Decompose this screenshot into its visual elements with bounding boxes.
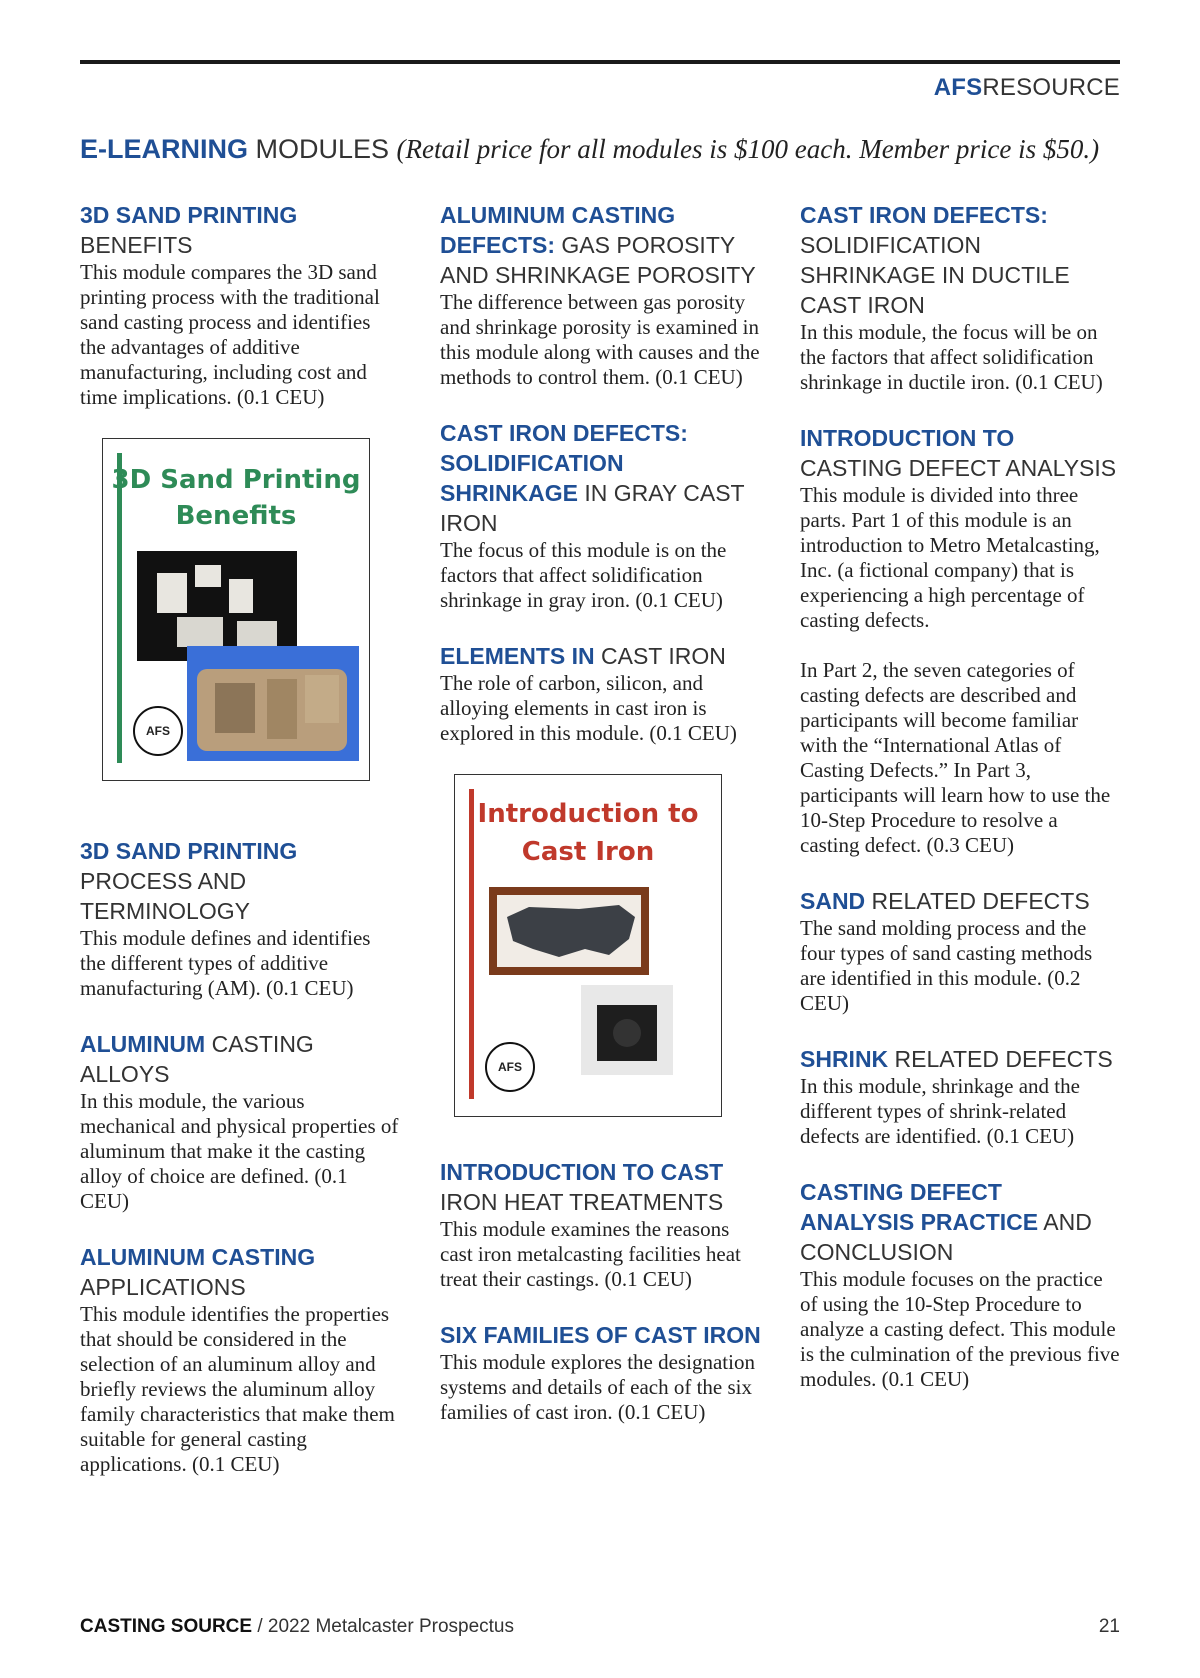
module-description: This module is divided into three parts. Part 1 of this module is an introduction to Metro Metalcasting, Inc. (a fictional company) that is experiencing a high percentage of casting defects. <box>800 483 1100 632</box>
module-title: INTRODUCTION TO CAST IRON HEAT TREATMENTS <box>440 1159 724 1215</box>
module-description: The difference between gas porosity and shrinkage porosity is examined in this module along with causes and the methods to control them. (0.1 CEU) <box>440 290 760 389</box>
column-3 <box>800 200 1120 1420</box>
module-aluminum-casting-defects <box>440 200 762 390</box>
cover-title-line2: Benefits <box>175 501 297 531</box>
module-sand-related-defects <box>800 886 1120 1016</box>
module-description: The focus of this module is on the factors that affect solidification shrinkage in gray iron. (0.1 CEU) <box>440 538 727 612</box>
module-cast-iron-defects-ductile <box>800 200 1120 395</box>
header-rule <box>80 60 1120 64</box>
module-description: This module defines and identifies the different types of additive manufacturing (AM). (0.1 CEU) <box>80 926 371 1000</box>
cover-title-line2: Cast Iron <box>521 837 655 867</box>
module-title: 3D SAND PRINTING BENEFITS <box>80 202 298 258</box>
section-label: AFSRESOURCE <box>933 74 1120 101</box>
module-cast-iron-defects-gray <box>440 418 762 613</box>
module-elements-in-cast-iron <box>440 641 762 746</box>
column-1 <box>80 200 400 1505</box>
module-casting-defect-analysis-practice <box>800 1177 1120 1392</box>
module-description: This module explores the designation systems and details of each of the six families of cast iron. (0.1 CEU) <box>440 1350 755 1424</box>
module-aluminum-casting-applications <box>80 1242 400 1477</box>
module-title: INTRODUCTION TO CASTING DEFECT ANALYSIS <box>800 425 1117 481</box>
afs-logo-icon: AFS <box>485 1042 535 1092</box>
module-description: This module identifies the properties that should be considered in the selection of an aluminum alloy and briefly reviews the aluminum alloy family characteristics that make them suitable for general casting applications. (0.1 CEU) <box>80 1302 395 1476</box>
module-title: ALUMINUM CASTING APPLICATIONS <box>80 1244 316 1300</box>
module-description: The role of carbon, silicon, and alloying elements in cast iron is explored in this module. (0.1 CEU) <box>440 671 737 745</box>
module-description: This module compares the 3D sand printing process with the traditional sand casting process and identifies the advantages of additive manufacturing, including cost and time implications. (0.1 CEU) <box>80 260 380 409</box>
module-title: SHRINK RELATED DEFECTS <box>800 1046 1113 1072</box>
page-number: 21 <box>1098 1616 1120 1637</box>
module-description: The sand molding process and the four types of sand casting methods are identified in this module. (0.2 CEU) <box>800 916 1093 1015</box>
page-headline: E-LEARNING MODULES (Retail price for all modules is $100 each. Member price is $50.) <box>80 134 1100 164</box>
module-description: In this module, the focus will be on the factors that affect solidification shrinkage in ductile iron. (0.1 CEU) <box>800 320 1103 394</box>
cover-3d-sand-printing-benefits <box>102 438 370 781</box>
module-aluminum-casting-alloys <box>80 1029 400 1214</box>
module-3d-sand-printing-benefits <box>80 200 400 410</box>
module-title: 3D SAND PRINTING PROCESS AND TERMINOLOGY <box>80 838 298 924</box>
module-shrink-related-defects <box>800 1044 1120 1149</box>
price-note: (Retail price for all modules is $100 each. Member price is $50.) <box>396 134 1100 164</box>
module-title: ALUMINUM CASTING ALLOYS <box>80 1031 314 1087</box>
module-title: SAND RELATED DEFECTS <box>800 888 1090 914</box>
cover-introduction-to-cast-iron <box>454 774 722 1117</box>
module-six-families-of-cast-iron <box>440 1320 762 1425</box>
module-3d-sand-printing-process <box>80 836 400 1001</box>
module-cast-iron-heat-treatments <box>440 1157 762 1292</box>
page-footer: CASTING SOURCE / 2022 Metalcaster Prospectus <box>80 1616 514 1637</box>
cover-title-line1: 3D Sand Printing <box>111 465 361 495</box>
cover-title-line1: Introduction to <box>477 799 699 829</box>
module-description-part2: In Part 2, the seven categories of casting defects are described and participants will become familiar with the “International Atlas of Casting Defects.” In Part 3, participants will learn how to use the 10-Step Procedure to resolve a casting defect. (0.3 CEU) <box>800 658 1111 857</box>
module-title: ELEMENTS IN CAST IRON <box>440 643 726 669</box>
module-title: SIX FAMILIES OF CAST IRON <box>440 1322 761 1348</box>
module-intro-casting-defect-analysis <box>800 423 1120 858</box>
module-title: CASTING DEFECT ANALYSIS PRACTICE AND CONCLUSION <box>800 1179 1092 1265</box>
module-description: This module focuses on the practice of using the 10-Step Procedure to analyze a casting defect. This module is the culmination of the previous five modules. (0.1 CEU) <box>800 1267 1120 1391</box>
module-title: ALUMINUM CASTING DEFECTS: GAS POROSITY AND SHRINKAGE POROSITY <box>440 202 756 288</box>
module-description: In this module, shrinkage and the different types of shrink-related defects are identified. (0.1 CEU) <box>800 1074 1080 1148</box>
module-description: This module examines the reasons cast iron metalcasting facilities heat treat their castings. (0.1 CEU) <box>440 1217 741 1291</box>
module-title: CAST IRON DEFECTS: SOLIDIFICATION SHRINKAGE IN DUCTILE CAST IRON <box>800 202 1070 318</box>
afs-logo-icon: AFS <box>133 706 183 756</box>
module-description: In this module, the various mechanical and physical properties of aluminum that make it the casting alloy of choice are defined. (0.1 CEU) <box>80 1089 399 1213</box>
column-2 <box>440 200 762 1453</box>
module-title: CAST IRON DEFECTS: SOLIDIFICATION SHRINKAGE IN GRAY CAST IRON <box>440 420 745 536</box>
